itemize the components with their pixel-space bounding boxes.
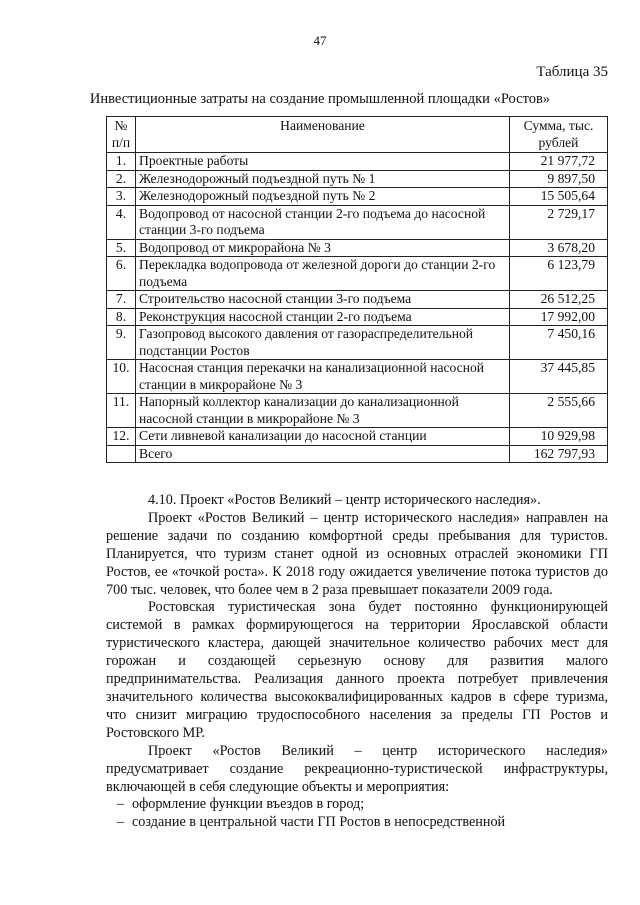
header-sum: Сумма, тыс. рублей [510, 117, 608, 153]
row-number: 5. [107, 239, 136, 257]
row-sum: 6 123,79 [510, 257, 608, 291]
body-text [106, 492, 608, 832]
section-heading: 4.10. Проект «Ростов Великий – центр исторического наследия». [148, 492, 541, 508]
row-name: Водопровод от насосной станции 2-го подъема до насосной станции 3-го подъема [136, 205, 510, 239]
list-item [106, 796, 608, 814]
table-row [107, 153, 608, 171]
row-sum: 21 977,72 [510, 153, 608, 171]
total-number [107, 445, 136, 463]
table-header-row [107, 117, 608, 153]
paragraph: Проект «Ростов Великий – центр исторического наследия» направлен на решение задачи по созданию комфортной среды пребывания для туристов. Планируется, что туризм станет одной из основных отраслей экономики ГП Ростов, ее «точкой роста». К 2018 году ожидается увеличение потока туристов до 700 тыс. человек, что более чем в 2 раза превышает показатели 2009 года. [106, 509, 608, 598]
row-name: Сети ливневой канализации до насосной станции [136, 428, 510, 446]
investment-table [106, 116, 608, 463]
header-num: № п/п [107, 117, 136, 153]
row-name: Железнодорожный подъездной путь № 1 [136, 170, 510, 188]
row-name: Реконструкция насосной станции 2-го подъема [136, 308, 510, 326]
row-sum: 7 450,16 [510, 326, 608, 360]
table-title: Инвестиционные затраты на создание промышленной площадки «Ростов» [89, 91, 551, 107]
row-number: 6. [107, 257, 136, 291]
row-number: 3. [107, 188, 136, 206]
table-row [107, 257, 608, 291]
table-row [107, 326, 608, 360]
table-label: Таблица 35 [536, 64, 608, 80]
row-sum: 37 445,85 [510, 360, 608, 394]
table-row [107, 428, 608, 446]
row-number: 2. [107, 170, 136, 188]
row-name: Напорный коллектор канализации до канализационной насосной станции в микрорайоне № 3 [136, 394, 510, 428]
total-sum: 162 797,93 [510, 445, 608, 463]
bullet-dash: – [117, 814, 125, 831]
bullet-dash: – [117, 796, 125, 813]
paragraph: Ростовская туристическая зона будет постоянно функционирующей системой в рамках формирующегося на территории Ярославской области туристического кластера, дающей значительное количество рабочих мест для горожан и создающей серьезную основу для развития малого предпринимательства. Реализация данного проекта потребует привлечения значительного количества высококвалифицированных кадров в сфере туризма, что снизит миграцию трудоспособного населения за пределы ГП Ростов и Ростовского МР. [106, 599, 608, 741]
row-sum: 26 512,25 [510, 291, 608, 309]
list-item-text: оформление функции въездов в город; [132, 796, 365, 813]
row-number: 9. [107, 326, 136, 360]
row-number: 11. [107, 394, 136, 428]
list-item-text: создание в центральной части ГП Ростов в непосредственной [132, 814, 506, 831]
row-sum: 9 897,50 [510, 170, 608, 188]
row-sum: 15 505,64 [510, 188, 608, 206]
table-row [107, 308, 608, 326]
row-sum: 10 929,98 [510, 428, 608, 446]
row-number: 1. [107, 153, 136, 171]
list-item [106, 814, 608, 832]
table-row [107, 291, 608, 309]
row-name: Насосная станция перекачки на канализационной насосной станции в микрорайоне № 3 [136, 360, 510, 394]
table-row [107, 188, 608, 206]
total-label: Всего [136, 445, 510, 463]
row-sum: 17 992,00 [510, 308, 608, 326]
row-number: 12. [107, 428, 136, 446]
row-sum: 2 555,66 [510, 394, 608, 428]
table-row [107, 205, 608, 239]
row-name: Строительство насосной станции 3-го подъема [136, 291, 510, 309]
row-number: 10. [107, 360, 136, 394]
row-name: Перекладка водопровода от железной дороги до станции 2-го подъема [136, 257, 510, 291]
table-row [107, 394, 608, 428]
table-total-row [107, 445, 608, 463]
header-name: Наименование [136, 117, 510, 153]
row-sum: 2 729,17 [510, 205, 608, 239]
table-row [107, 239, 608, 257]
row-name: Водопровод от микрорайона № 3 [136, 239, 510, 257]
row-number: 8. [107, 308, 136, 326]
row-number: 7. [107, 291, 136, 309]
table-row [107, 170, 608, 188]
row-name: Газопровод высокого давления от газораспределительной подстанции Ростов [136, 326, 510, 360]
row-sum: 3 678,20 [510, 239, 608, 257]
row-name: Проектные работы [136, 153, 510, 171]
row-number: 4. [107, 205, 136, 239]
bullet-list [106, 796, 608, 832]
table-body [107, 153, 608, 463]
paragraph: Проект «Ростов Великий – центр исторического наследия» предусматривает создание рекреационно-туристической инфраструктуры, включающей в себя следующие объекты и мероприятия: [106, 742, 608, 795]
table-row [107, 360, 608, 394]
row-name: Железнодорожный подъездной путь № 2 [136, 188, 510, 206]
page-number: 47 [313, 33, 327, 48]
